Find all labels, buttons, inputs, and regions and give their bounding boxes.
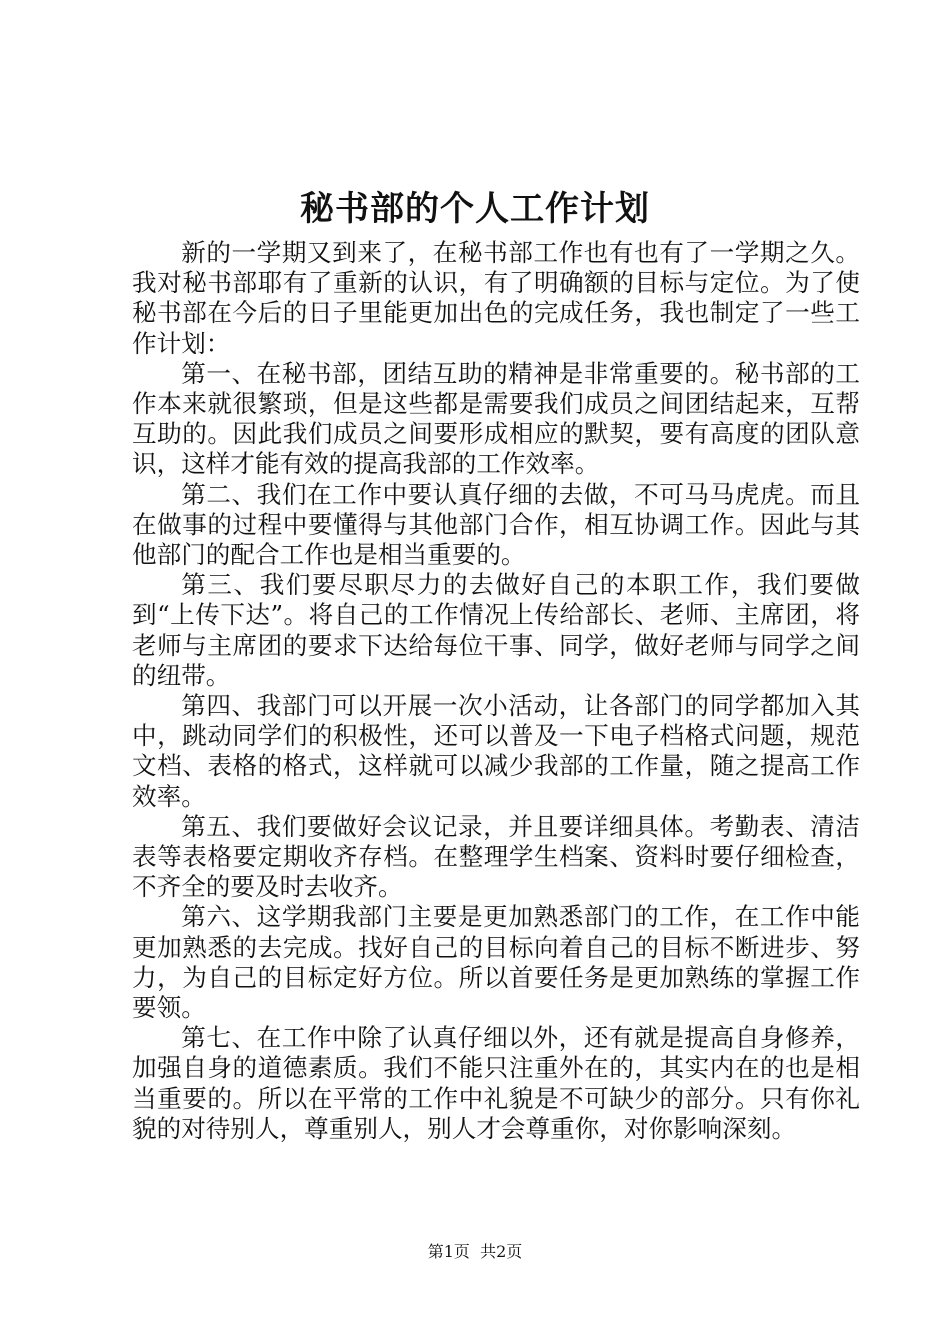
footer-spacer xyxy=(470,1242,480,1261)
document-title: 秘书部的个人工作计划 xyxy=(300,189,650,229)
paragraph-item-7: 第七、在工作中除了认真仔细以外，还有就是提高自身修养，加强自身的道德素质。我们不能只注重外在的，其实内在的也是相当重要的。所以在平常的工作中礼貌是不可缺少的部分。只有你礼貌的对待别人，尊重别人，别人才会尊重你，对你影响深刻。 xyxy=(132,1023,860,1143)
page-number: 第1页 xyxy=(427,1242,470,1261)
paragraph-item-4: 第四、我部门可以开展一次小活动，让各部门的同学都加入其中，跳动同学们的积极性，还可以普及一下电子档格式问题，规范文档、表格的格式，这样就可以减少我部的工作量，随之提高工作效率。 xyxy=(132,691,860,811)
paragraph-intro: 新的一学期又到来了，在秘书部工作也有也有了一学期之久。我对秘书部耶有了重新的认识，有了明确额的目标与定位。为了使秘书部在今后的日子里能更加出色的完成任务，我也制定了一些工作计划： xyxy=(132,238,860,358)
paragraph-item-2: 第二、我们在工作中要认真仔细的去做，不可马马虎虎。而且在做事的过程中要懂得与其他部门合作，相互协调工作。因此与其他部门的配合工作也是相当重要的。 xyxy=(132,479,860,570)
paragraph-item-1: 第一、在秘书部，团结互助的精神是非常重要的。秘书部的工作本来就很繁琐，但是这些都是需要我们成员之间团结起来，互帮互助的。因此我们成员之间要形成相应的默契，要有高度的团队意识，这样才能有效的提高我部的工作效率。 xyxy=(132,358,860,479)
paragraph-item-5: 第五、我们要做好会议记录，并且要详细具体。考勤表、清洁表等表格要定期收齐存档。在整理学生档案、资料时要仔细检查，不齐全的要及时去收齐。 xyxy=(132,811,860,902)
paragraph-item-6: 第六、这学期我部门主要是更加熟悉部门的工作，在工作中能更加熟悉的去完成。找好自己的目标向着自己的目标不断进步、努力，为自己的目标定好方位。所以首要任务是更加熟练的掌握工作要领。 xyxy=(132,902,860,1023)
page-total: 共2页 xyxy=(480,1242,523,1261)
page-footer xyxy=(0,1240,950,1264)
document-body xyxy=(132,238,860,1144)
paragraph-item-3: 第三、我们要尽职尽力的去做好自己的本职工作，我们要做到“上传下达”。将自己的工作情况上传给部长、老师、主席团，将老师与主席团的要求下达给每位干事、同学，做好老师与同学之间的纽带。 xyxy=(132,570,860,690)
